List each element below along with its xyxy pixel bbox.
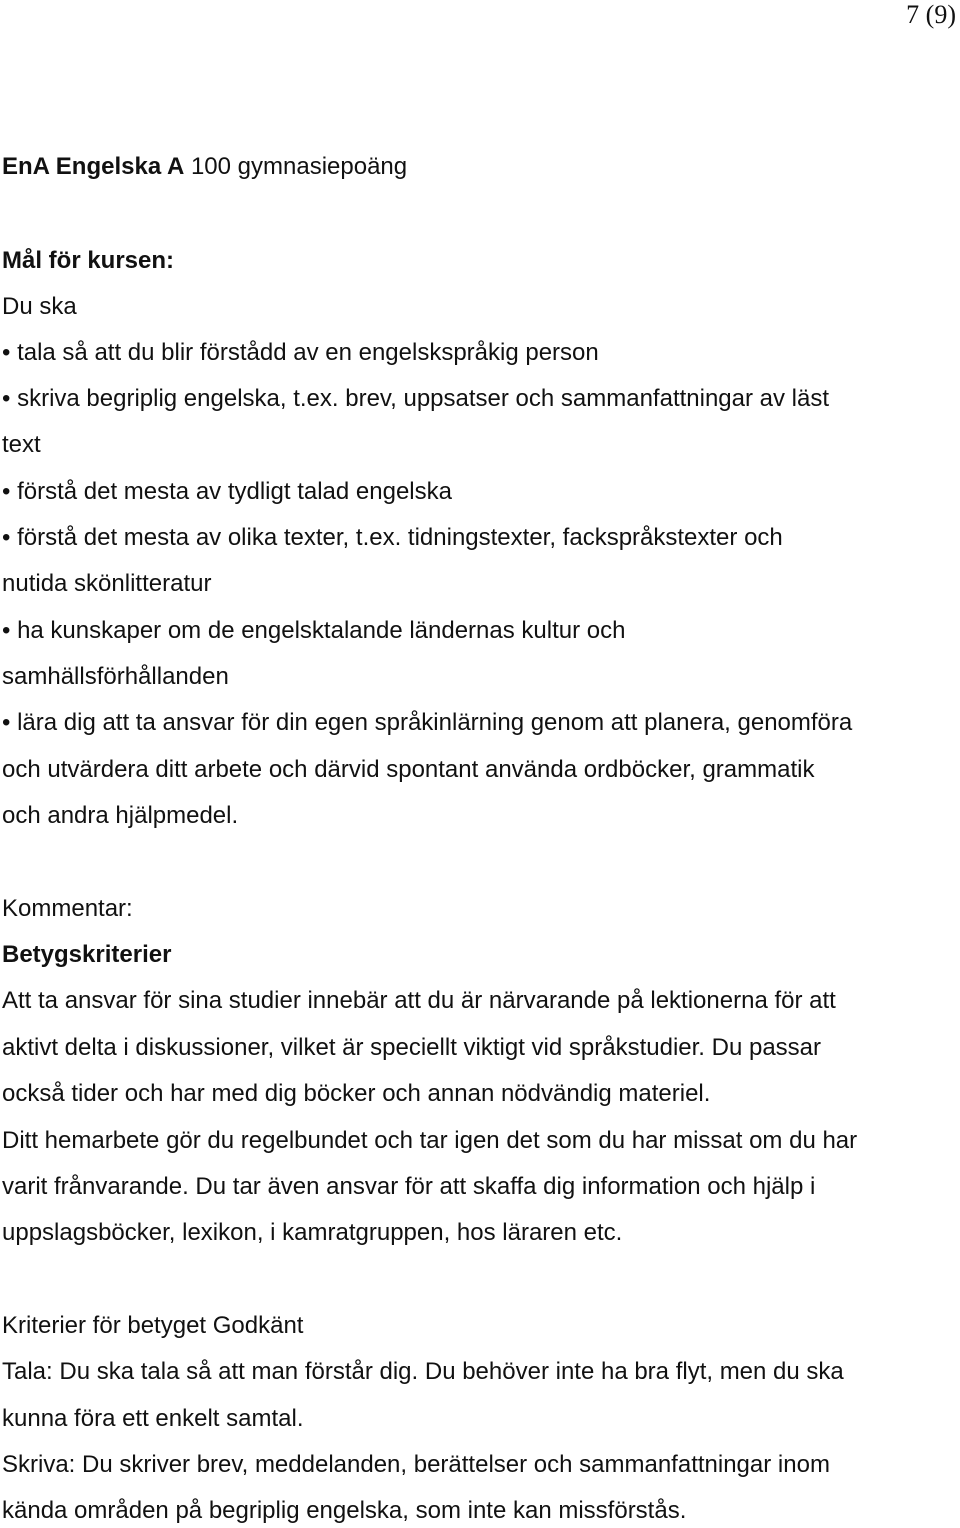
goals-line: samhällsförhållanden bbox=[2, 663, 229, 690]
goals-line: • förstå det mesta av tydligt talad engelska bbox=[2, 478, 452, 505]
course-code-name: EnA Engelska A bbox=[2, 153, 185, 180]
goals-line: och andra hjälpmedel. bbox=[2, 802, 239, 829]
criteria-heading: Betygskriterier bbox=[2, 941, 172, 968]
goals-line: nutida skönlitteratur bbox=[2, 570, 212, 597]
godkant-line: Skriva: Du skriver brev, meddelanden, berättelser och sammanfattningar inom bbox=[2, 1451, 830, 1478]
godkant-line: kunna föra ett enkelt samtal. bbox=[2, 1405, 304, 1432]
godkant-heading: Kriterier för betyget Godkänt bbox=[2, 1312, 304, 1339]
page-number: 7 (9) bbox=[906, 0, 956, 29]
criteria-line: aktivt delta i diskussioner, vilket är speciellt viktigt vid språkstudier. Du passar bbox=[2, 1034, 822, 1061]
criteria-line: Att ta ansvar för sina studier innebär att du är närvarande på lektionerna för att bbox=[2, 987, 836, 1014]
goals-line: text bbox=[2, 431, 41, 458]
criteria-line: Ditt hemarbete gör du regelbundet och tar igen det som du har missat om du har bbox=[2, 1127, 858, 1154]
goals-line: • lära dig att ta ansvar för din egen språkinlärning genom att planera, genomföra bbox=[2, 709, 853, 736]
course-points: 100 gymnasiepoäng bbox=[184, 153, 408, 180]
goals-heading: Mål för kursen: bbox=[2, 247, 175, 274]
criteria-line: också tider och har med dig böcker och annan nödvändig materiel. bbox=[2, 1080, 711, 1107]
criteria-line: varit frånvarande. Du tar även ansvar för att skaffa dig information och hjälp i bbox=[2, 1173, 816, 1200]
goals-line: • ha kunskaper om de engelsktalande ländernas kultur och bbox=[2, 617, 626, 644]
course-title bbox=[2, 152, 407, 182]
goals-line: • förstå det mesta av olika texter, t.ex. tidningstexter, fackspråkstexter och bbox=[2, 524, 783, 551]
comment-label: Kommentar: bbox=[2, 895, 133, 922]
godkant-line: kända områden på begriplig engelska, som inte kan missförstås. bbox=[2, 1497, 687, 1524]
goals-line: • tala så att du blir förstådd av en engelskspråkig person bbox=[2, 339, 599, 366]
godkant-line: Tala: Du ska tala så att man förstår dig. Du behöver inte ha bra flyt, men du ska bbox=[2, 1358, 844, 1385]
goals-line: och utvärdera ditt arbete och därvid spontant använda ordböcker, grammatik bbox=[2, 756, 815, 783]
goals-line: • skriva begriplig engelska, t.ex. brev, uppsatser och sammanfattningar av läst bbox=[2, 385, 830, 412]
criteria-line: uppslagsböcker, lexikon, i kamratgruppen, hos läraren etc. bbox=[2, 1219, 623, 1246]
goals-intro: Du ska bbox=[2, 293, 77, 320]
